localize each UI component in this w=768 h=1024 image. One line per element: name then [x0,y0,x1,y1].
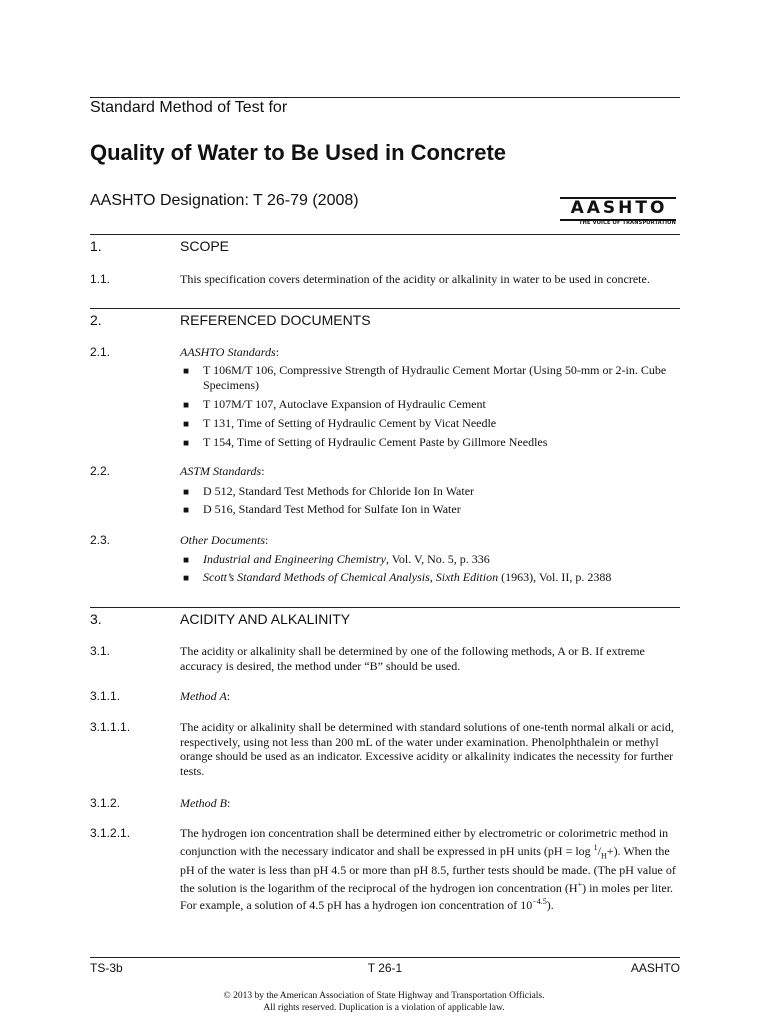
clause-label: AASHTO Standards: [180,345,280,359]
bullet-icon: ■ [183,505,190,516]
aashto-logo [560,197,678,227]
document-subtitle: Standard Method of Test for [90,99,288,116]
text-run: ). [546,898,554,913]
bullet-icon: ■ [183,487,190,498]
reference-title: Scott’s Standard Methods of Chemical Analysis, Sixth Edition [203,570,499,584]
clause-label: Method A: [180,689,231,703]
clause-text [180,826,680,913]
clause-number: 3.1.2.1. [90,826,131,840]
subscript: H [601,850,607,860]
copyright-line: All rights reserved. Duplication is a violation of applicable law. [263,1002,505,1013]
footer-page-number: T 26-1 [367,961,403,975]
reference-item: T 106M/T 106, Compressive Strength of Hydraulic Cement Mortar (Using 50-mm or 2-in. Cube Specimens) [203,363,667,392]
clause-number: 3.1.2. [90,796,121,810]
clause-label: Method B: [180,796,231,810]
section-1-rule [90,234,680,235]
other-documents-label: Other Documents [180,533,265,547]
reference-item: T 154, Time of Setting of Hydraulic Cement Paste by Gillmore Needles [203,435,548,449]
header-rule [90,97,680,98]
document-title: Quality of Water to Be Used in Concrete [90,140,507,165]
bullet-icon: ■ [183,555,190,566]
footer-rule [90,957,680,958]
clause-text: This specification covers determination of the acidity or alkalinity in water to be used in concrete. [180,272,650,286]
clause-number: 3.1. [90,644,111,658]
copyright-line: © 2013 by the American Association of State Highway and Transportation Officials. [223,991,545,1001]
method-a-label: Method A [180,689,227,703]
superscript: 1 [593,842,598,852]
logo-tagline: THE VOICE OF TRANSPORTATION [579,220,676,226]
section-3-title: ACIDITY AND ALKALINITY [180,611,351,627]
clause-number: 2.3. [90,533,111,547]
aashto-designation: AASHTO Designation: T 26-79 (2008) [90,192,359,209]
method-b-label: Method B [180,796,227,810]
reference-item: T 131, Time of Setting of Hydraulic Cement by Vicat Needle [203,416,497,430]
footer-left: TS-3b [90,961,123,975]
section-2-title: REFERENCED DOCUMENTS [180,312,371,328]
text-run: ) in moles per liter. For example, a solution of 4.5 pH has a hydrogen ion concentration of 10 [180,880,674,913]
astm-standards-label: ASTM Standards [180,464,262,478]
bullet-icon: ■ [183,400,190,411]
clause-number: 1.1. [90,272,111,286]
clause-label: Other Documents: [180,533,269,547]
superscript: + [577,879,583,889]
clause-label: ASTM Standards: [180,464,265,478]
clause-text: The acidity or alkalinity shall be determined by one of the following methods, A or B. If extreme accuracy is desired, the method under “B” should be used. [180,644,645,673]
reference-item [203,552,681,567]
text-run: +). When the pH of the water is less than pH 4.5 or more than pH 8.5, further tests should be made. (The pH value of the solution is the logarithm of the reciprocal of the hydrogen ion concentration (H [180,843,676,895]
clause-number: 3.1.1. [90,689,121,703]
clause-text: The acidity or alkalinity shall be determined with standard solutions of one-tenth normal alkali or acid, respectively, using not less than 200 mL of the water under examination. Phenolphthalein or methyl orange should be used as an indicator. Excessive acidity or alkalinity indicates the necessity for further tests. [180,720,674,778]
text-run: The hydrogen ion concentration shall be determined either by electrometric or colorimetric method in conjunction with the necessary indicator and shall be expressed in pH units (pH = log [180,826,669,858]
clause-number: 3.1.1.1. [90,720,131,734]
section-1-number: 1. [90,238,102,254]
footer-right: AASHTO [630,961,680,975]
bullet-icon: ■ [183,573,190,584]
bullet-icon: ■ [183,438,190,449]
logo-wordmark: AASHTO [570,198,668,218]
bullet-icon: ■ [183,419,190,430]
reference-item [203,570,681,585]
section-3-rule [90,607,680,608]
section-3-number: 3. [90,611,102,627]
bullet-icon: ■ [183,366,190,377]
aashto-standards-label: AASHTO Standards [180,345,276,359]
text-run: / [597,843,602,858]
copyright-notice [0,991,768,1014]
section-2-number: 2. [90,312,102,328]
reference-item: D 512, Standard Test Methods for Chloride Ion In Water [203,484,475,498]
reference-item: D 516, Standard Test Method for Sulfate Ion in Water [203,502,461,516]
section-2-rule [90,308,680,309]
reference-details: , Vol. V, No. 5, p. 336 [386,552,490,566]
reference-title: Industrial and Engineering Chemistry [203,552,386,566]
section-1-title: SCOPE [180,238,230,254]
reference-details: (1963), Vol. II, p. 2388 [498,570,612,584]
reference-item: T 107M/T 107, Autoclave Expansion of Hydraulic Cement [203,397,486,411]
clause-number: 2.1. [90,345,111,359]
clause-number: 2.2. [90,464,111,478]
superscript: −4.5 [532,897,547,907]
